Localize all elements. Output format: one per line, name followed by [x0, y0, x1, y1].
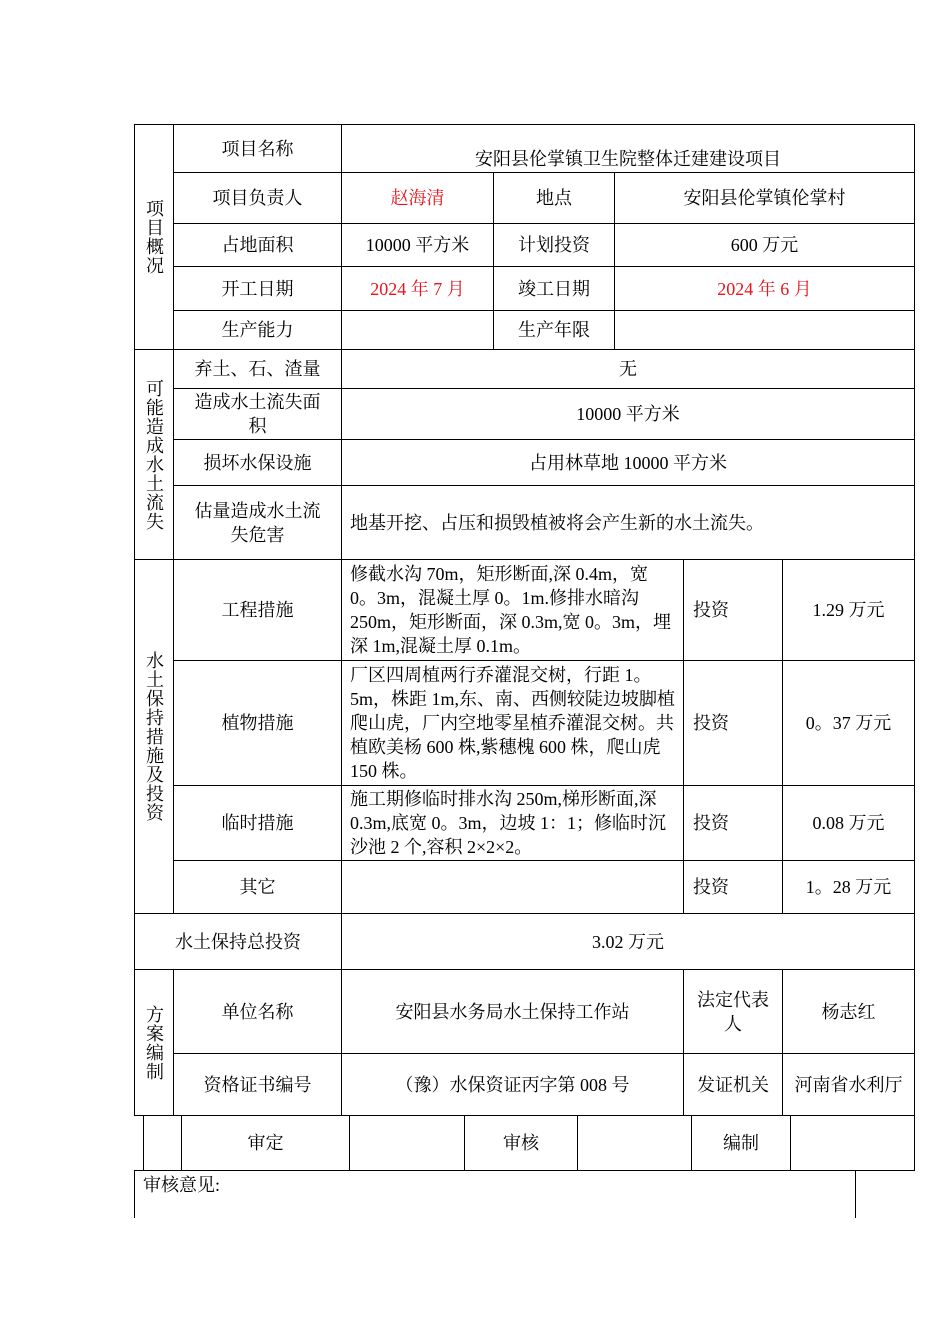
end-date-value: 2024 年 6 月 — [717, 278, 812, 299]
measure-label-plant: 植物措施 — [221, 713, 294, 733]
measure-label-temporary: 临时措施 — [221, 813, 294, 833]
capacity-label: 生产能力 — [221, 320, 294, 340]
approve-value — [350, 1116, 464, 1170]
review-value — [578, 1116, 691, 1170]
leader-label: 项目负责人 — [212, 188, 303, 208]
measure-label-other: 其它 — [239, 877, 276, 897]
overview-section-label: 项目概况 — [144, 199, 164, 275]
damage-value: 占用林草地 10000 平方米 — [529, 452, 727, 473]
compile-label: 编制 — [723, 1133, 759, 1153]
measure-amount-engineering: 1.29 万元 — [812, 600, 885, 620]
certificate-value: （豫）水保资证丙字第 008 号 — [395, 1074, 630, 1095]
loss-section-label: 可能造成水土流失 — [144, 378, 164, 531]
unit-name-value: 安阳县水务局水土保持工作站 — [395, 1001, 630, 1022]
approve-label: 审定 — [247, 1133, 284, 1153]
total-investment-label: 水土保持总投资 — [175, 931, 301, 952]
total-investment-value: 3.02 万元 — [592, 931, 664, 952]
capacity-value — [342, 311, 493, 349]
measure-label-engineering: 工程措施 — [221, 600, 294, 620]
legal-rep-value: 杨志红 — [821, 1001, 876, 1022]
investment-label: 计划投资 — [518, 235, 590, 255]
spoil-label: 弃土、石、渣量 — [194, 359, 321, 379]
end-date-label: 竣工日期 — [518, 278, 590, 299]
area-value: 10000 平方米 — [365, 235, 470, 255]
certificate-label: 资格证书编号 — [203, 1074, 312, 1095]
measure-invest-label-plant: 投资 — [693, 713, 729, 733]
measure-amount-other: 1。28 万元 — [805, 877, 892, 897]
compiler-section-label: 方案编制 — [144, 1004, 164, 1081]
measures-section-label: 水土保持措施及投资 — [144, 651, 164, 822]
production-years-value — [615, 311, 914, 349]
investment-value: 600 万元 — [730, 235, 799, 255]
unit-name-label: 单位名称 — [221, 1001, 294, 1022]
start-date-label: 开工日期 — [221, 278, 294, 299]
review-opinion-label: 审核意见: — [143, 1175, 221, 1195]
location-label: 地点 — [536, 188, 572, 208]
measure-invest-label-other: 投资 — [693, 877, 729, 897]
start-date-value: 2024 年 7 月 — [370, 278, 465, 299]
measure-desc-plant: 厂区四周植两行乔灌混交树，行距 1。5m，株距 1m,东、南、西侧较陡边坡脚植爬山虎，厂内空地零星植乔灌混交树。共植欧美杨 600 株,紫穗槐 600 株，爬山虎 150 株。 — [350, 665, 676, 781]
spoil-value: 无 — [619, 359, 637, 379]
measure-amount-temporary: 0.08 万元 — [812, 813, 885, 833]
location-value: 安阳县伦掌镇伦掌村 — [683, 188, 846, 208]
hazard-label: 估量造成水土流失危害 — [194, 500, 321, 545]
measure-desc-temporary: 施工期修临时排水沟 250m,梯形断面,深 0.3m,底宽 0。3m，边坡 1：1；修临时沉沙池 2 个,容积 2×2×2。 — [350, 789, 667, 857]
issuer-label: 发证机关 — [697, 1074, 769, 1095]
area-label: 占地面积 — [221, 235, 294, 255]
damage-label: 损坏水保设施 — [203, 452, 312, 473]
loss-area-value: 10000 平方米 — [576, 404, 680, 424]
measure-amount-plant: 0。37 万元 — [805, 713, 892, 733]
review-label: 审核 — [503, 1133, 539, 1153]
project-name-value: 安阳县伦掌镇卫生院整体迁建建设项目 — [475, 148, 781, 169]
leader-value: 赵海清 — [390, 188, 445, 208]
legal-rep-label: 法定代表人 — [697, 989, 769, 1034]
hazard-value: 地基开挖、占压和损毁植被将会产生新的水土流失。 — [350, 512, 764, 533]
compile-value — [791, 1116, 914, 1170]
loss-area-label: 造成水土流失面积 — [194, 392, 321, 436]
measure-desc-engineering: 修截水沟 70m，矩形断面,深 0.4m，宽 0。3m，混凝土厚 0。1m.修排水暗沟 250m，矩形断面，深 0.3m,宽 0。3m，埋深 1m,混凝土厚 0.1m。 — [350, 564, 672, 656]
measure-invest-label-temporary: 投资 — [693, 813, 729, 833]
project-name-label: 项目名称 — [221, 138, 294, 159]
issuer-value: 河南省水利厅 — [794, 1074, 903, 1095]
production-years-label: 生产年限 — [518, 320, 590, 340]
measure-desc-other — [350, 861, 677, 913]
measure-invest-label-engineering: 投资 — [693, 600, 729, 620]
